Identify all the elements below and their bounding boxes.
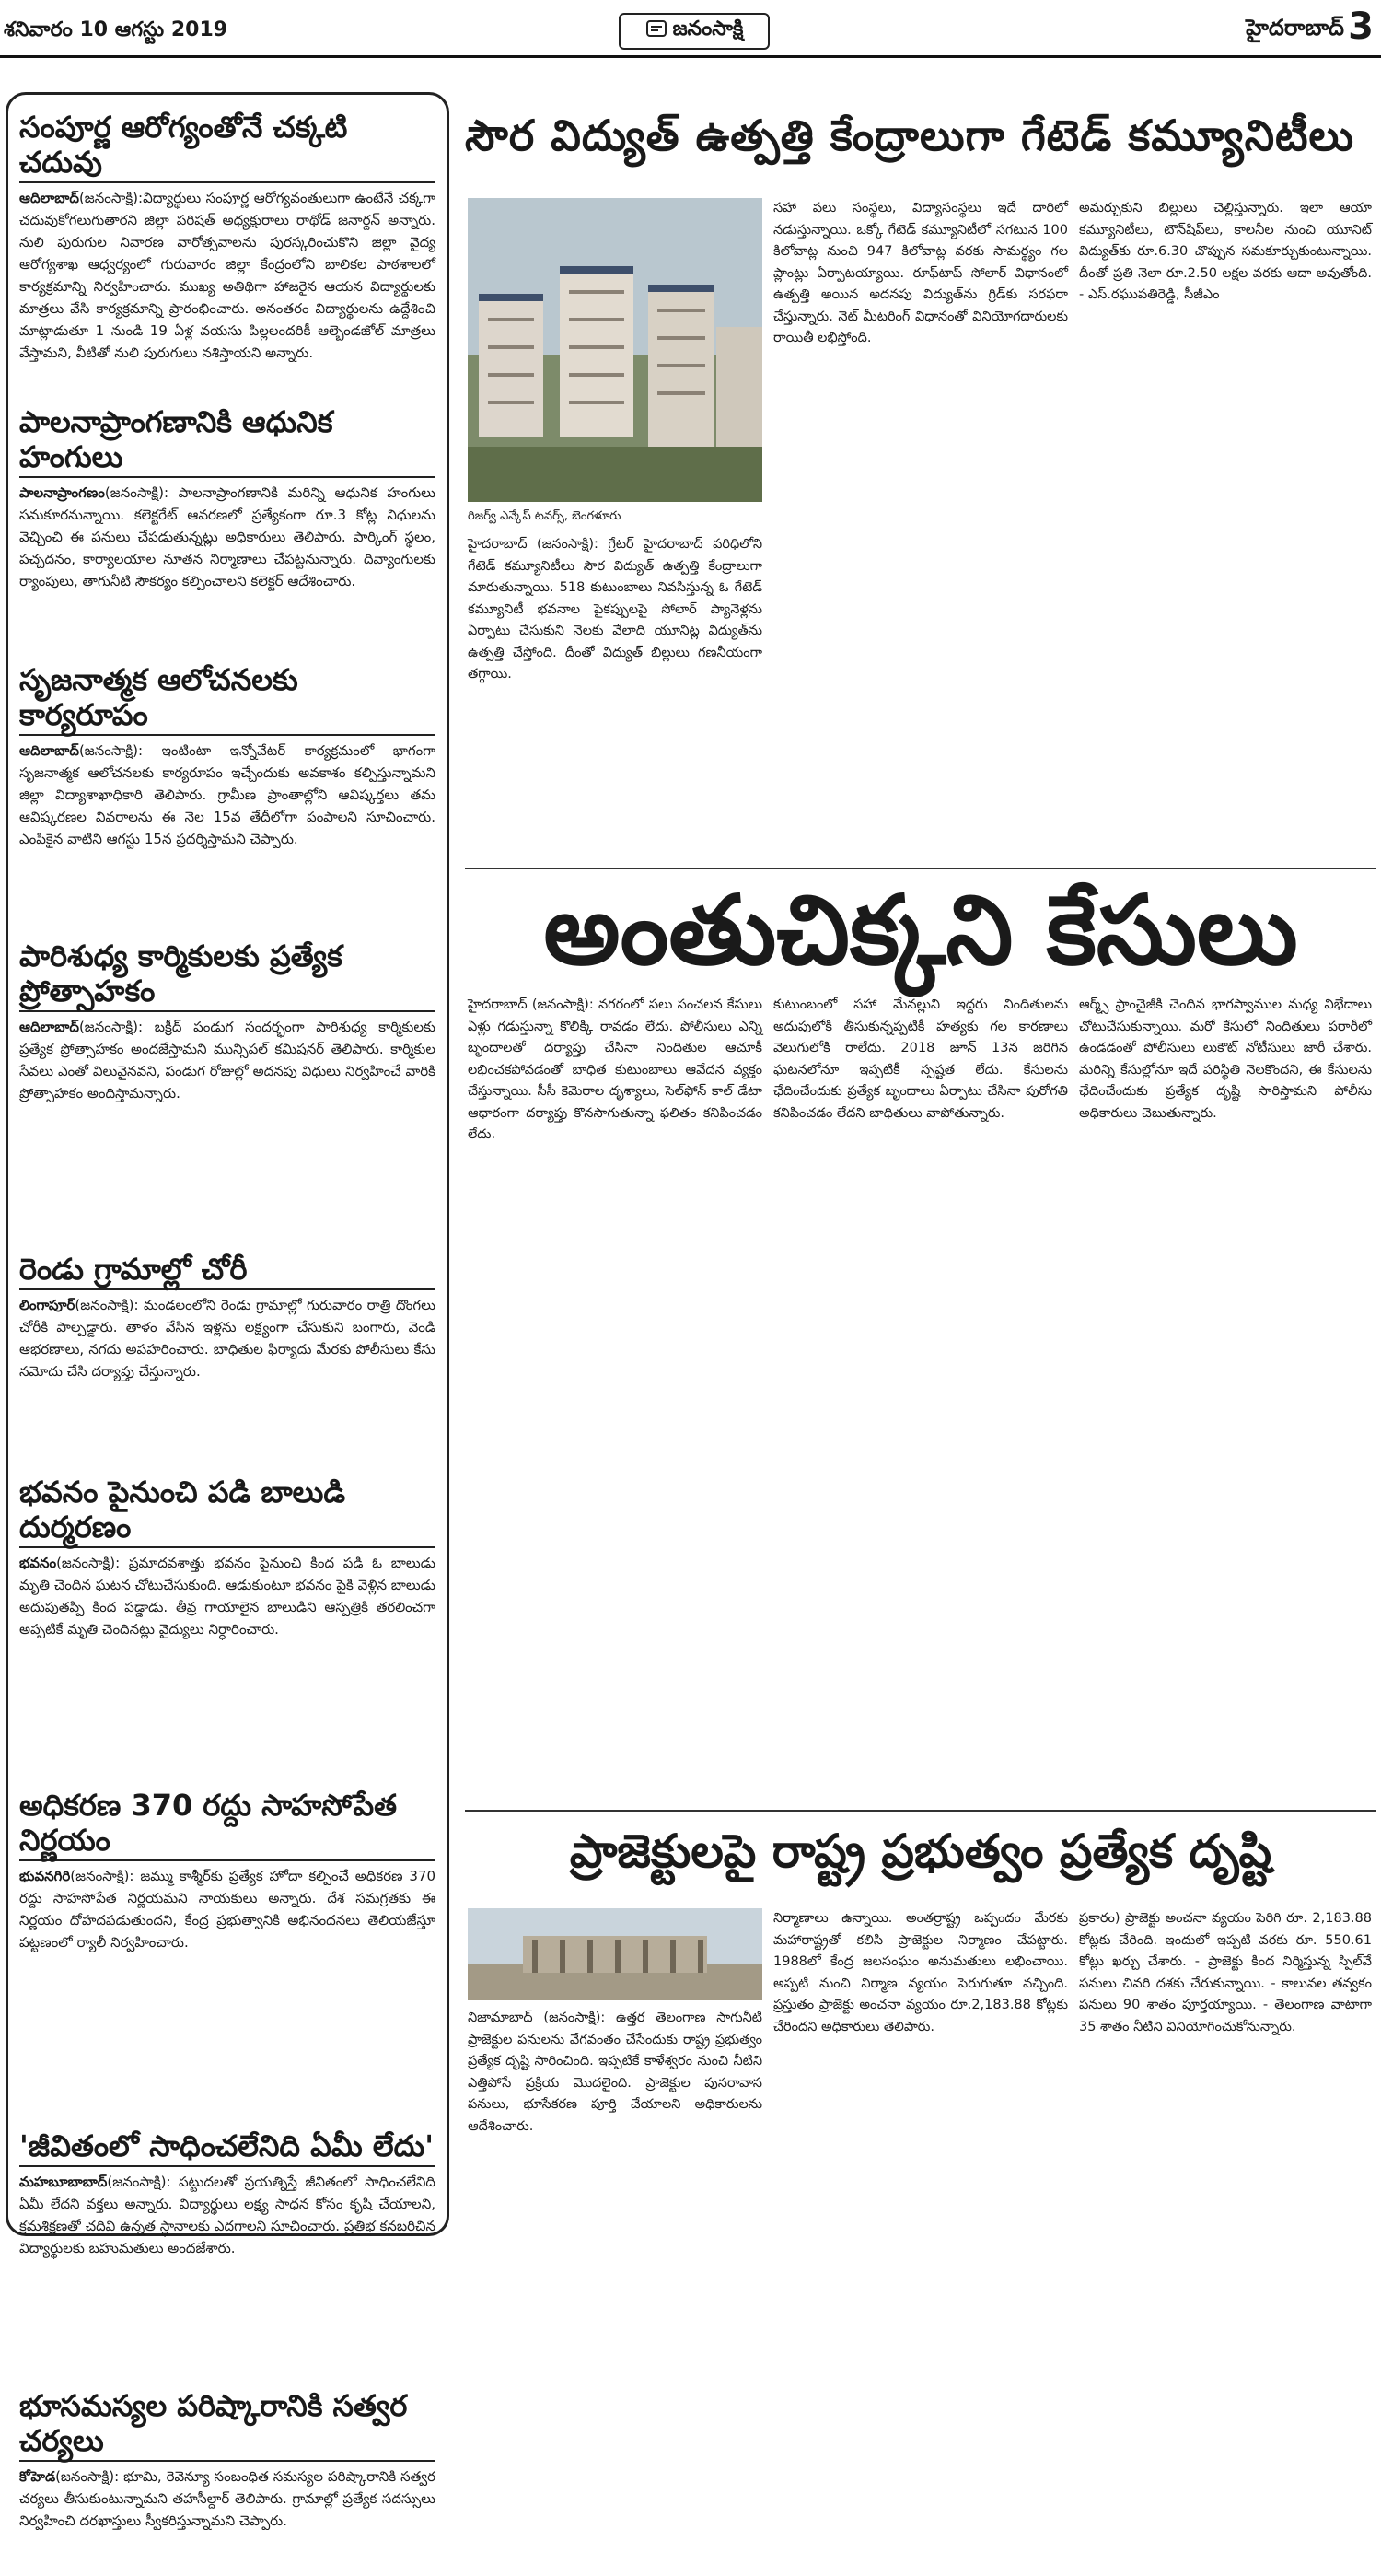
logo-mark-icon: [645, 17, 667, 45]
story3-headline: ప్రాజెక్టులపై రాష్ట్ర ప్రభుత్వం ప్రత్యేక దృష్టి: [569, 1824, 1272, 1878]
project-construction-photo: [468, 1908, 762, 2000]
brief-body: ఆదిలాబాద్(జనంసాక్షి): బక్రీద్ పండుగ సందర్భంగా పారిశుధ్య కార్మికులకు ప్రత్యేక ప్రోత్సాహకం అందజేస్తామని మున్సిపల్ కమిషనర్ తెలిపారు. కార్మికుల సేవలు ఎంతో విలువైనవని, పండుగ రోజుల్లో అదనపు విధులు నిర్వహించే వారికి ప్రోత్సాహకం అందిస్తామన్నారు.: [19, 1019, 435, 1102]
brief-body: కోహెడ(జనంసాక్షి): భూమి, రెవెన్యూ సంబంధిత సమస్యల పరిష్కారానికి సత్వర చర్యలు తీసుకుంటున్నామని తహసీల్దార్ తెలిపారు. గ్రామాల్లో ప్రత్యేక సదస్సులు నిర్వహించి దరఖాస్తులు స్వీకరిస్తున్నామని చెప్పారు.: [19, 2468, 435, 2529]
page-header: [0, 0, 1381, 57]
brief-headline: 'జీవితంలో సాధించలేనిది ఏమీ లేదు': [19, 2128, 435, 2167]
gated-community-photo: [468, 198, 762, 502]
brief-item: [19, 1252, 435, 1469]
section-divider: [465, 868, 1376, 869]
header-rule: [0, 55, 1381, 58]
story2-text-col3: ఆర్మ్స్ ఫ్రాంచైజీకి చెందిన భాగస్వాముల మధ్య విభేదాలు చోటుచేసుకున్నాయి. మరో కేసులో నిందితులు పరారీలో ఉండడంతో పోలీసులు లుకౌట్ నోటీసులు జారీ చేశారు. మరిన్ని కేసుల్లోనూ ఇదే పరిస్థితి నెలకొందని, ఈ కేసులను ఛేదించేందుకు ప్రత్యేక దృష్టి సారిస్తామని పోలీసు అధికారులు చెబుతున్నారు.: [1079, 997, 1372, 1121]
story3-text-col3: ప్రకారం) ప్రాజెక్టు అంచనా వ్యయం పెరిగి రూ. 2,183.88 కోట్లకు చేరింది. ఇందులో ఇప్పటి వరకు రూ. 550.61 కోట్లు ఖర్చు చేశారు. - ప్రాజెక్టు కింద నిర్మిస్తున్న స్పిల్‌వే పనులు చివరి దశకు చేరుకున్నాయి. - కాలువల తవ్వకం పనులు 90 శాతం పూర్తయ్యాయి. - తెలంగాణ వాటాగా 35 శాతం నీటిని వినియోగించుకోనున్నారు.: [1079, 1911, 1372, 2034]
brief-item: [19, 110, 435, 399]
brief-body: పాలనాప్రాంగణం(జనంసాక్షి): పాలనాప్రాంగణానికి మరిన్ని ఆధునిక హంగులు సమకూరనున్నాయి. కలెక్టరేట్ ఆవరణలో ప్రత్యేకంగా రూ.3 కోట్ల నిధులను వెచ్చించి ఈ పనులు చేపడుతున్నట్లు అధికారులు తెలిపారు. పార్కింగ్ స్థలం, పచ్చదనం, కార్యాలయాల నూతన నిర్మాణాలు చేపట్టనున్నారు. దివ్యాంగులకు ర్యాంపులు, తాగునీటి సౌకర్యం కల్పించాలని కలెక్టర్ ఆదేశించారు.: [19, 484, 435, 589]
story3-text-col2: నిర్మాణాలు ఉన్నాయి. అంతర్రాష్ట్ర ఒప్పందం మేరకు మహారాష్ట్రతో కలిసి ప్రాజెక్టుల నిర్మాణం చేపట్టారు. 1988లో కేంద్ర జలసంఘం అనుమతులు లభించాయి. అప్పటి నుంచి నిర్మాణ వ్యయం పెరుగుతూ వచ్చింది. ప్రస్తుతం ప్రాజెక్టు అంచనా వ్యయం రూ.2,183.88 కోట్లకు చేరిందని అధికారులు తెలిపారు.: [773, 1911, 1068, 2034]
photo-caption: రిజర్వ్ ఎన్కేప్ టవర్స్, బెంగళూరు: [468, 509, 621, 523]
story2-text-col2: కుటుంబంలో సహా మేనల్లుని ఇద్దరు నిందితులను అదుపులోకి తీసుకున్నప్పటికీ హత్యకు గల కారణాలు వెలుగులోకి రాలేదు. 2018 జూన్ 13న జరిగిన ఘటనలోనూ ఇప్పటికీ స్పష్టత లేదు. కేసులను ఛేదించేందుకు ప్రత్యేక బృందాలు ఏర్పాటు చేసినా పురోగతి కనిపించడం లేదని బాధితులు వాపోతున్నారు.: [773, 997, 1068, 1121]
story1-text-col3: అమర్చుకుని బిల్లులు చెల్లిస్తున్నారు. ఇలా ఆయా కమ్యూనిటీలు, టౌన్‌షిప్‌లు, కాలనీల నుంచి యూనిట్ విద్యుత్‌కు రూ.6.30 చొప్పున సమకూర్చుకుంటున్నాయి. దీంతో ప్రతి నెలా రూ.2.50 లక్షల వరకు ఆదా అవుతోంది. - ఎస్.రఘుపతిరెడ్డి, సీజీఎం: [1079, 201, 1372, 302]
news-briefs-sidebar: [6, 92, 449, 2529]
brief-body: మహబూబాబాద్(జనంసాక్షి): పట్టుదలతో ప్రయత్నిస్తే జీవితంలో సాధించలేనిది ఏమీ లేదని వక్తలు అన్నారు. విద్యార్థులు లక్ష్య సాధన కోసం కృషి చేయాలని, క్రమశిక్షణతో చదివి ఉన్నత స్థానాలకు ఎదగాలని సూచించారు. ప్రతిభ కనబరిచిన విద్యార్థులకు బహుమతులు అందజేశారు.: [19, 2174, 435, 2256]
brief-item: [19, 2128, 435, 2383]
edition-city: హైదరాబాద్: [1246, 15, 1344, 41]
brief-item: [19, 1474, 435, 1782]
brief-item: [19, 2388, 435, 2576]
issue-date: శనివారం 10 ఆగస్టు 2019: [4, 18, 228, 41]
brief-headline: పాలనాప్రాంగణానికి ఆధునిక హంగులు: [19, 404, 435, 478]
story2-headline: అంతుచిక్కని కేసులు: [543, 874, 1298, 986]
brief-headline: సంపూర్ణ ఆరోగ్యంతోనే చక్కటి చదువు: [19, 110, 435, 183]
story2-text-col1: హైదరాబాద్ (జనంసాక్షి): నగరంలో పలు సంచలన కేసులు ఏళ్లు గడుస్తున్నా కొలిక్కి రావడం లేదు. పోలీసులు ఎన్ని బృందాలతో దర్యాప్తు చేసినా నిందితుల ఆచూకీ లభించకపోవడంతో బాధిత కుటుంబాలు ఆవేదన వ్యక్తం చేస్తున్నాయి. సీసీ కెమెరాల దృశ్యాలు, సెల్‌ఫోన్ కాల్ డేటా ఆధారంగా దర్యాప్తు కొనసాగుతున్నా ఫలితం కనిపించడం లేదు.: [468, 997, 762, 1142]
brief-body: భువనగిరి(జనంసాక్షి): జమ్ము కాశ్మీర్‌కు ప్రత్యేక హోదా కల్పించే అధికరణ 370 రద్దు సాహసోపేత నిర్ణయమని నాయకులు అన్నారు. దేశ సమగ్రతకు ఈ నిర్ణయం దోహదపడుతుందని, కేంద్ర ప్రభుత్వానికి అభినందనలు తెలియజేస్తూ పట్టణంలో ర్యాలీ నిర్వహించారు.: [19, 1868, 435, 1951]
brief-headline: పారిశుధ్య కార్మికులకు ప్రత్యేక ప్రోత్సాహకం: [19, 938, 435, 1012]
masthead-logo: [619, 13, 770, 50]
brief-body: భవనం(జనంసాక్షి): ప్రమాదవశాత్తు భవనం పైనుంచి కింద పడి ఓ బాలుడు మృతి చెందిన ఘటన చోటుచేసుకుంది. ఆడుకుంటూ భవనం పైకి వెళ్లిన బాలుడు అదుపుతప్పి కింద పడ్డాడు. తీవ్ర గాయాలైన బాలుడిని ఆస్పత్రికి తరలించగా అప్పటికే మృతి చెందినట్లు వైద్యులు నిర్ధారించారు.: [19, 1555, 435, 1638]
brief-headline: రెండు గ్రామాల్లో చోరీ: [19, 1252, 435, 1290]
story1-headline: సౌర విద్యుత్ ఉత్పత్తి కేంద్రాలుగా గేటెడ్ కమ్యూనిటీలు: [465, 111, 1355, 160]
story1-text-col2: సహా పలు సంస్థలు, విద్యాసంస్థలు ఇదే దారిలో నడుస్తున్నాయి. ఒక్కో గేటెడ్ కమ్యూనిటీలో సగటున 100 కిలోవాట్ల నుంచి 947 కిలోవాట్ల వరకు సామర్థ్యం గల ప్లాంట్లు ఏర్పాటయ్యాయి. రూఫ్‌టాప్ సోలార్ విధానంలో ఉత్పత్తి అయిన అదనపు విద్యుత్‌ను గ్రిడ్‌కు సరఫరా చేస్తున్నారు. నెట్ మీటరింగ్ విధానంతో వినియోగదారులకు రాయితీ లభిస్తోంది.: [773, 201, 1068, 345]
brief-item: [19, 404, 435, 657]
brief-headline: అధికరణ 370 రద్దు సాహసోపేత నిర్ణయం: [19, 1788, 435, 1861]
story1-text-col1: హైదరాబాద్ (జనంసాక్షి): గ్రేటర్ హైదరాబాద్ పరిధిలోని గేటెడ్ కమ్యూనిటీలు సౌర విద్యుత్ ఉత్పత్తి కేంద్రాలుగా మారుతున్నాయి. 518 కుటుంబాలు నివసిస్తున్న ఓ గేటెడ్ కమ్యూనిటీ భవనాల పైకప్పులపై సోలార్ ప్యానెళ్లను ఏర్పాటు చేసుకుని నెలకు వేలాది యూనిట్ల విద్యుత్‌ను ఉత్పత్తి చేస్తోంది. దీంతో విద్యుత్ బిల్లులు గణనీయంగా తగ్గాయి.: [468, 537, 762, 682]
logo-text: జనంసాక్షి: [672, 17, 744, 41]
section-divider: [465, 1810, 1376, 1812]
brief-item: [19, 938, 435, 1246]
brief-headline: సృజనాత్మక ఆలోచనలకు కార్యరూపం: [19, 662, 435, 736]
brief-body: ఆదిలాబాద్(జనంసాక్షి): ఇంటింటా ఇన్నోవేటర్ కార్యక్రమంలో భాగంగా సృజనాత్మక ఆలోచనలకు కార్యరూపం ఇచ్చేందుకు అవకాశం కల్పిస్తున్నామని జిల్లా విద్యాశాఖాధికారి తెలిపారు. గ్రామీణ ప్రాంతాల్లోని ఆవిష్కర్తలు తమ ఆవిష్కరణల వివరాలను ఈ నెల 15వ తేదీలోగా పంపాలని సూచించారు. ఎంపికైన వాటిని ఆగస్టు 15న ప్రదర్శిస్తామని చెప్పారు.: [19, 742, 435, 847]
brief-item: [19, 662, 435, 933]
brief-headline: భవనం పైనుంచి పడి బాలుడి దుర్మరణం: [19, 1474, 435, 1548]
brief-item: [19, 1788, 435, 2123]
brief-body: ఆదిలాబాద్(జనంసాక్షి):విద్యార్థులు సంపూర్ణ ఆరోగ్యవంతులుగా ఉంటేనే చక్కగా చదువుకోగలుగుతారని జిల్లా పరిషత్ అధ్యక్షురాలు రాథోడ్ జనార్దన్ అన్నారు. నులి పురుగుల నివారణ వారోత్సవాలను పురస్కరించుకొని జిల్లా వైద్య ఆరోగ్యశాఖ ఆధ్వర్యంలో గురువారం జిల్లా కేంద్రంలోని బాలికల పాఠశాలలో కార్యక్రమాన్ని నిర్వహించారు. ముఖ్య అతిథిగా హాజరైన ఆయన విద్యార్థులకు మాత్రలు వేసి కార్యక్రమాన్ని ప్రారంభించారు. అనంతరం విద్యార్థులను ఉద్దేశించి మాట్లాడుతూ 1 నుండి 19 ఏళ్ల వయసు పిల్లలందరికీ ఆల్బెండజోల్ మాత్రలు వేస్తామని, వీటితో నులి పురుగులు నశిస్తాయని అన్నారు.: [19, 190, 435, 361]
brief-headline: భూసమస్యల పరిష్కారానికి సత్వర చర్యలు: [19, 2388, 435, 2462]
page-number: 3: [1348, 6, 1374, 48]
story3-text-col1: నిజామాబాద్ (జనంసాక్షి): ఉత్తర తెలంగాణ సాగునీటి ప్రాజెక్టుల పనులను వేగవంతం చేసేందుకు రాష్ట్ర ప్రభుత్వం ప్రత్యేక దృష్టి సారించింది. ఇప్పటికే కాళేశ్వరం నుంచి నీటిని ఎత్తిపోసే ప్రక్రియ మొదలైంది. ప్రాజెక్టుల పునరావాస పనులు, భూసేకరణ పూర్తి చేయాలని అధికారులను ఆదేశించారు.: [468, 2011, 762, 2134]
brief-body: లింగాపూర్(జనంసాక్షి): మండలంలోని రెండు గ్రామాల్లో గురువారం రాత్రి దొంగలు చోరీకి పాల్పడ్డారు. తాళం వేసిన ఇళ్లను లక్ష్యంగా చేసుకుని బంగారు, వెండి ఆభరణాలు, నగదు అపహరించారు. బాధితుల ఫిర్యాదు మేరకు పోలీసులు కేసు నమోదు చేసి దర్యాప్తు చేస్తున్నారు.: [19, 1297, 435, 1380]
